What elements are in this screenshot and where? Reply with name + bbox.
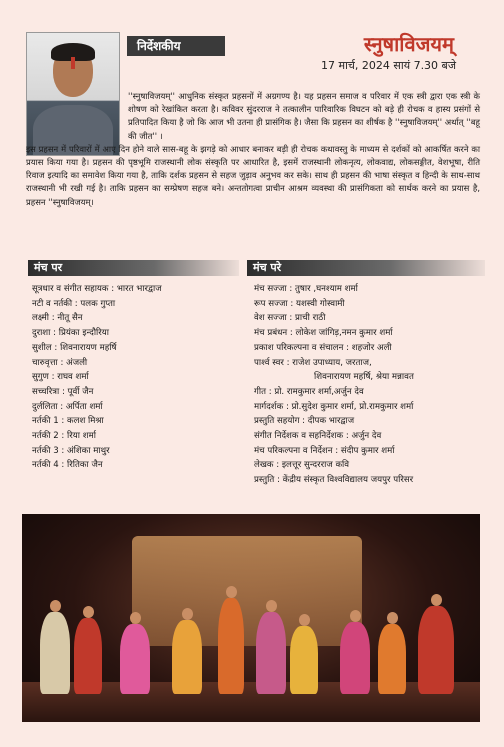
credit-row: रूप सज्जा : यशस्वी गोस्वामी [254,298,345,309]
credit-row: नर्तकी 4 : रितिका जैन [32,460,103,471]
credit-row: लेखक : इलत्तूर सुन्दरराज कवि [254,460,350,471]
credit-row: सुगुण : राघव शर्मा [32,372,89,383]
director-note-label: निर्देशकीय [127,36,225,56]
credit-row: दुराशा : प्रियंका इन्दौरिया [32,328,110,339]
credit-row: चारुवृत्ता : अंजली [32,357,88,368]
credit-row: प्रकाश परिकल्पना व संचालन : शहजोर अली [254,342,392,353]
credit-row-continued: शिवनारायण महर्षि, श्रेया मन्नावत [314,372,414,383]
credit-row: पार्श्व स्वर : राजेश उपाध्याय, जरताज, [254,357,372,368]
credit-row: वेश सज्जा : प्राची राठी [254,313,326,324]
credit-row: संगीत निर्देशक व सहनिर्देशक : अर्जुन देव [254,431,382,442]
credit-row: सूत्रधार व संगीत सहायक : भारत भारद्वाज [32,284,162,294]
credit-row: प्रस्तुति सहयोग : दीपक भारद्वाज [254,416,355,427]
credit-row: मंच प्रबंधन : लोकेश जांगिड़,नमन कुमार शर्मा [254,328,393,339]
credit-row: नर्तकी 1 : कलश मिश्रा [32,416,104,427]
intro-first-part: ''स्नुषाविजयम्'' आधुनिक संस्कृत प्रहसनों में अग्रगण्य है। यह प्रहसन समाज व परिवार में एक स्त्री द्वारा एक स्त्री के शोषण को रेखांकित करता है। कविवर सुंदरराज ने तत्कालीन पारिवारिक विघटन को बड़े ही रोचक व हास्य प्रसंगों से प्रतिपादित किया है जो कि आज भी उतना ही प्रासंगिक है। जैसा कि प्रहसन का शीर्षक है ''स्नुषाविजयम्'' अर्थात् ''बहू की जीत'' । [128,91,480,141]
credit-row: दुर्ललिता : अर्पिता शर्मा [32,401,103,412]
intro-rest: इस प्रहसन में परिवारों में आए दिन होने वाले सास-बहू के झगड़े को आधार बनाकर बड़ी ही रोचक कथावस्तु के माध्यम से दर्शकों को आकर्षित करने का प्रयास किया गया है। प्रहसन की पृष्ठभूमि राजस्थानी लोक संस्कृति पर आधारित है, इसमें राजस्थानी लोकनृत्य, लोकवाद्य, लोकसङ्गीत, वेशभूषा, रीति रिवाज इत्यादि का समावेश किया गया है, ताकि दर्शक प्रहसन से सहज जुड़ाव अनुभव कर सके। साथ ही प्रहसन की भाषा संस्कृत व हिन्दी के साथ-साथ राजस्थानी भी रखी गई है। ताकि प्रहसन का सम्प्रेषण सहज बने। अन्ततोगत्वा प्राचीन आश्रम व्यवस्था की प्रासंगिकता को सार्थक करने का प्रयास है, प्रहसन ''स्नुषाविजयम्। [26,143,480,207]
credit-row: लक्ष्मी : नीतू सैन [32,313,83,324]
credit-row: नटी व नर्तकी : पलक गुप्ता [32,298,116,309]
stage-performance-photo [22,514,480,722]
credit-row: सच्चरित्रा : पूर्वी जैन [32,386,94,397]
credit-row: मंच सज्जा : तुषार ,घनश्याम शर्मा [254,284,358,294]
credit-row: गीत : प्रो. रामकुमार शर्मा,अर्जुन देव [254,386,364,397]
offstage-heading: मंच परे [247,260,485,276]
offstage-credits [254,282,486,488]
credit-row: नर्तकी 2 : रिया शर्मा [32,431,96,442]
credit-row: प्रस्तुति : केंद्रीय संस्कृत विश्वविद्यालय जयपुर परिसर [254,475,414,486]
show-date-time: 17 मार्च, 2024 सायं 7.30 बजे [321,59,456,72]
onstage-heading: मंच पर [28,260,239,276]
credit-row: मंच परिकल्पना व निर्देशन : संदीप कुमार शर्मा [254,445,395,456]
credit-row: मार्गदर्शक : प्रो.सुदेश कुमार शर्मा, प्रो.रामकुमार शर्मा [254,401,414,412]
director-note-text [26,90,480,209]
onstage-credits [32,282,237,473]
play-title: स्नुषाविजयम् [363,32,454,56]
credit-row: नर्तकी 3 : अंशिका माथुर [32,445,110,456]
credit-row: सुशील : शिवनारायण महर्षि [32,342,117,353]
